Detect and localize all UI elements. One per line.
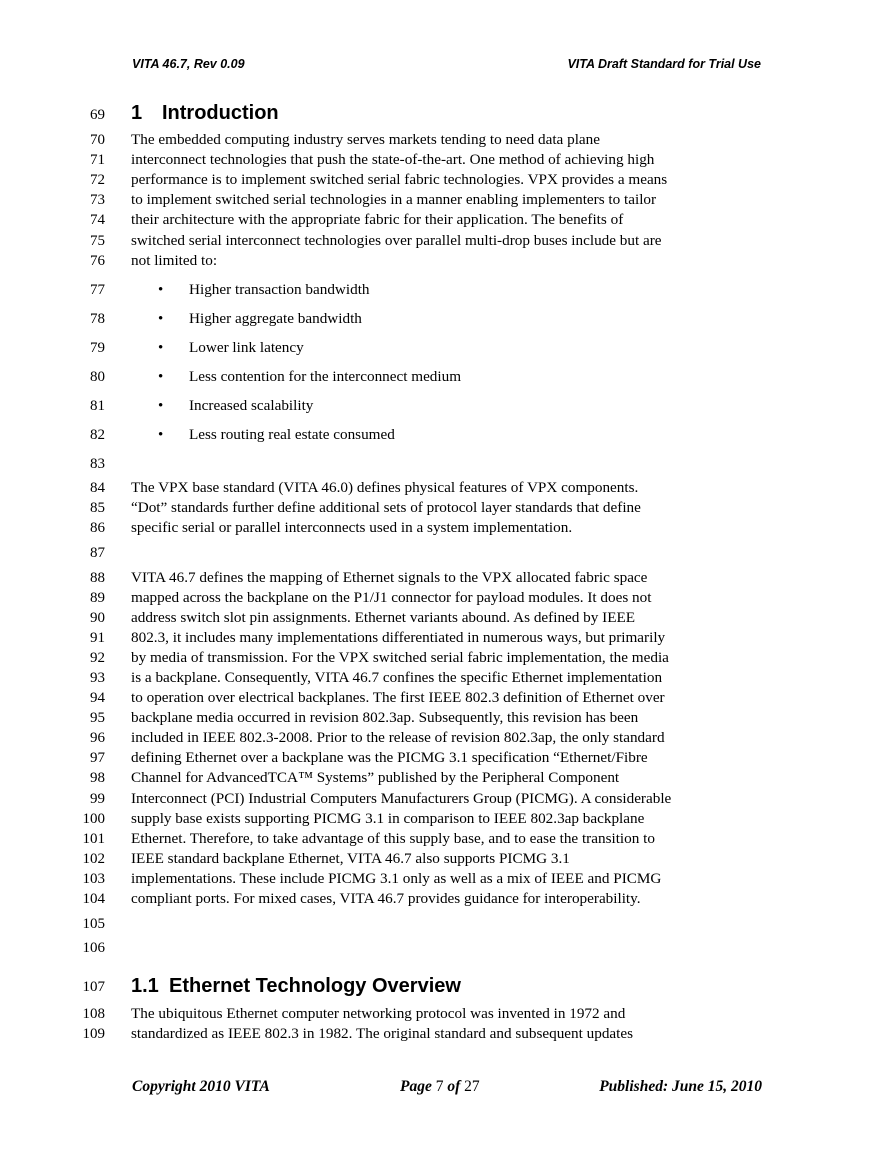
text-line: not limited to: bbox=[131, 252, 218, 269]
line-number: 76 bbox=[90, 253, 105, 269]
text-line: The embedded computing industry serves markets tending to need data plane bbox=[131, 131, 600, 148]
text-line: switched serial interconnect technologies over parallel multi-drop buses include but are bbox=[131, 232, 662, 249]
page-of-label: of bbox=[447, 1078, 461, 1095]
header-right: VITA Draft Standard for Trial Use bbox=[567, 57, 761, 71]
line-number: 69 bbox=[90, 107, 105, 123]
bullet-icon: • bbox=[158, 427, 164, 443]
text-line: implementations. These include PICMG 3.1 only as well as a mix of IEEE and PICMG bbox=[131, 870, 662, 887]
text-line: performance is to implement switched serial fabric technologies. VPX provides a means bbox=[131, 171, 668, 188]
line-number: 74 bbox=[90, 212, 105, 228]
line-number: 91 bbox=[90, 630, 105, 646]
line-number: 83 bbox=[90, 456, 105, 472]
line-number: 70 bbox=[90, 132, 105, 148]
line-number: 80 bbox=[90, 369, 105, 385]
bullet-icon: • bbox=[158, 398, 164, 414]
list-item: Less routing real estate consumed bbox=[189, 426, 395, 443]
text-line: compliant ports. For mixed cases, VITA 46.7 provides guidance for interoperability. bbox=[131, 890, 641, 907]
line-number: 86 bbox=[90, 520, 105, 536]
line-number: 72 bbox=[90, 172, 105, 188]
line-number: 87 bbox=[90, 545, 105, 561]
text-line: “Dot” standards further define additional sets of protocol layer standards that define bbox=[131, 499, 641, 516]
line-number: 98 bbox=[90, 770, 105, 786]
line-number: 103 bbox=[82, 871, 105, 887]
line-number: 99 bbox=[90, 791, 105, 807]
line-number: 75 bbox=[90, 233, 105, 249]
line-number: 102 bbox=[82, 851, 105, 867]
line-number: 78 bbox=[90, 311, 105, 327]
text-line: by media of transmission. For the VPX switched serial fabric implementation, the media bbox=[131, 649, 669, 666]
line-number: 96 bbox=[90, 730, 105, 746]
line-number: 97 bbox=[90, 750, 105, 766]
line-number: 84 bbox=[90, 480, 105, 496]
text-line: Ethernet. Therefore, to take advantage of this supply base, and to ease the transition to bbox=[131, 830, 655, 847]
line-number: 71 bbox=[90, 152, 105, 168]
page-label: Page bbox=[400, 1078, 432, 1095]
text-line: The VPX base standard (VITA 46.0) defines physical features of VPX components. bbox=[131, 479, 639, 496]
line-number: 104 bbox=[82, 891, 105, 907]
line-number: 88 bbox=[90, 570, 105, 586]
line-number: 85 bbox=[90, 500, 105, 516]
list-item: Less contention for the interconnect medium bbox=[189, 368, 462, 385]
text-line: IEEE standard backplane Ethernet, VITA 46.7 also supports PICMG 3.1 bbox=[131, 850, 570, 867]
text-line: included in IEEE 802.3-2008. Prior to the release of revision 802.3ap, the only standard bbox=[131, 729, 665, 746]
subsection-title: Ethernet Technology Overview bbox=[169, 975, 461, 997]
text-line: The ubiquitous Ethernet computer networking protocol was invented in 1972 and bbox=[131, 1005, 626, 1022]
text-line: specific serial or parallel interconnects used in a system implementation. bbox=[131, 519, 573, 536]
bullet-icon: • bbox=[158, 282, 164, 298]
text-line: standardized as IEEE 802.3 in 1982. The original standard and subsequent updates bbox=[131, 1025, 634, 1042]
text-line: Interconnect (PCI) Industrial Computers Manufacturers Group (PICMG). A considerable bbox=[131, 790, 672, 807]
line-number: 79 bbox=[90, 340, 105, 356]
section-number: 1 bbox=[131, 102, 143, 124]
text-line: is a backplane. Consequently, VITA 46.7 confines the specific Ethernet implementation bbox=[131, 669, 663, 686]
section-title: Introduction bbox=[162, 102, 279, 124]
text-line: backplane media occurred in revision 802.3ap. Subsequently, this revision has been bbox=[131, 709, 639, 726]
line-number: 82 bbox=[90, 427, 105, 443]
text-line: VITA 46.7 defines the mapping of Ethernet signals to the VPX allocated fabric space bbox=[131, 569, 648, 586]
subsection-number: 1.1 bbox=[131, 975, 159, 997]
line-number: 109 bbox=[82, 1026, 105, 1042]
text-line: to operation over electrical backplanes. The first IEEE 802.3 definition of Ethernet over bbox=[131, 689, 665, 706]
line-number: 105 bbox=[82, 916, 105, 932]
line-number: 101 bbox=[82, 831, 105, 847]
text-line: to implement switched serial technologies in a manner enabling implementers to tailor bbox=[131, 191, 657, 208]
published-date: : June 15, 2010 bbox=[662, 1078, 762, 1095]
text-line: defining Ethernet over a backplane was the PICMG 3.1 specification “Ethernet/Fibre bbox=[131, 749, 648, 766]
line-number: 94 bbox=[90, 690, 105, 706]
line-number: 108 bbox=[82, 1006, 105, 1022]
header-left: VITA 46.7, Rev 0.09 bbox=[132, 57, 245, 71]
footer-published bbox=[599, 1078, 762, 1096]
subsection-heading bbox=[131, 975, 461, 998]
bullet-icon: • bbox=[158, 311, 164, 327]
published-label: Published bbox=[599, 1078, 663, 1095]
section-heading bbox=[131, 102, 279, 125]
page-current: 7 bbox=[435, 1078, 444, 1095]
text-line: Channel for AdvancedTCA™ Systems” published by the Peripheral Component bbox=[131, 769, 620, 786]
list-item: Higher transaction bandwidth bbox=[189, 281, 370, 298]
line-number: 95 bbox=[90, 710, 105, 726]
text-line: address switch slot pin assignments. Ethernet variants abound. As defined by IEEE bbox=[131, 609, 636, 626]
line-number: 73 bbox=[90, 192, 105, 208]
line-number: 93 bbox=[90, 670, 105, 686]
line-number: 81 bbox=[90, 398, 105, 414]
text-line: mapped across the backplane on the P1/J1 connector for payload modules. It does not bbox=[131, 589, 652, 606]
line-number: 92 bbox=[90, 650, 105, 666]
list-item: Increased scalability bbox=[189, 397, 314, 414]
list-item: Lower link latency bbox=[189, 339, 304, 356]
line-number: 77 bbox=[90, 282, 105, 298]
line-number: 100 bbox=[82, 811, 105, 827]
bullet-icon: • bbox=[158, 340, 164, 356]
bullet-icon: • bbox=[158, 369, 164, 385]
text-line: interconnect technologies that push the state-of-the-art. One method of achieving high bbox=[131, 151, 655, 168]
list-item: Higher aggregate bandwidth bbox=[189, 310, 362, 327]
text-line: supply base exists supporting PICMG 3.1 in comparison to IEEE 802.3ap backplane bbox=[131, 810, 645, 827]
footer-page-number bbox=[400, 1078, 480, 1096]
line-number: 89 bbox=[90, 590, 105, 606]
line-number: 107 bbox=[82, 979, 105, 995]
line-number: 90 bbox=[90, 610, 105, 626]
line-number: 106 bbox=[82, 940, 105, 956]
footer-copyright: Copyright 2010 VITA bbox=[132, 1078, 270, 1095]
text-line: 802.3, it includes many implementations differentiated in numerous ways, but primarily bbox=[131, 629, 666, 646]
text-line: their architecture with the appropriate fabric for their application. The benefits of bbox=[131, 211, 624, 228]
page-total: 27 bbox=[464, 1078, 480, 1095]
